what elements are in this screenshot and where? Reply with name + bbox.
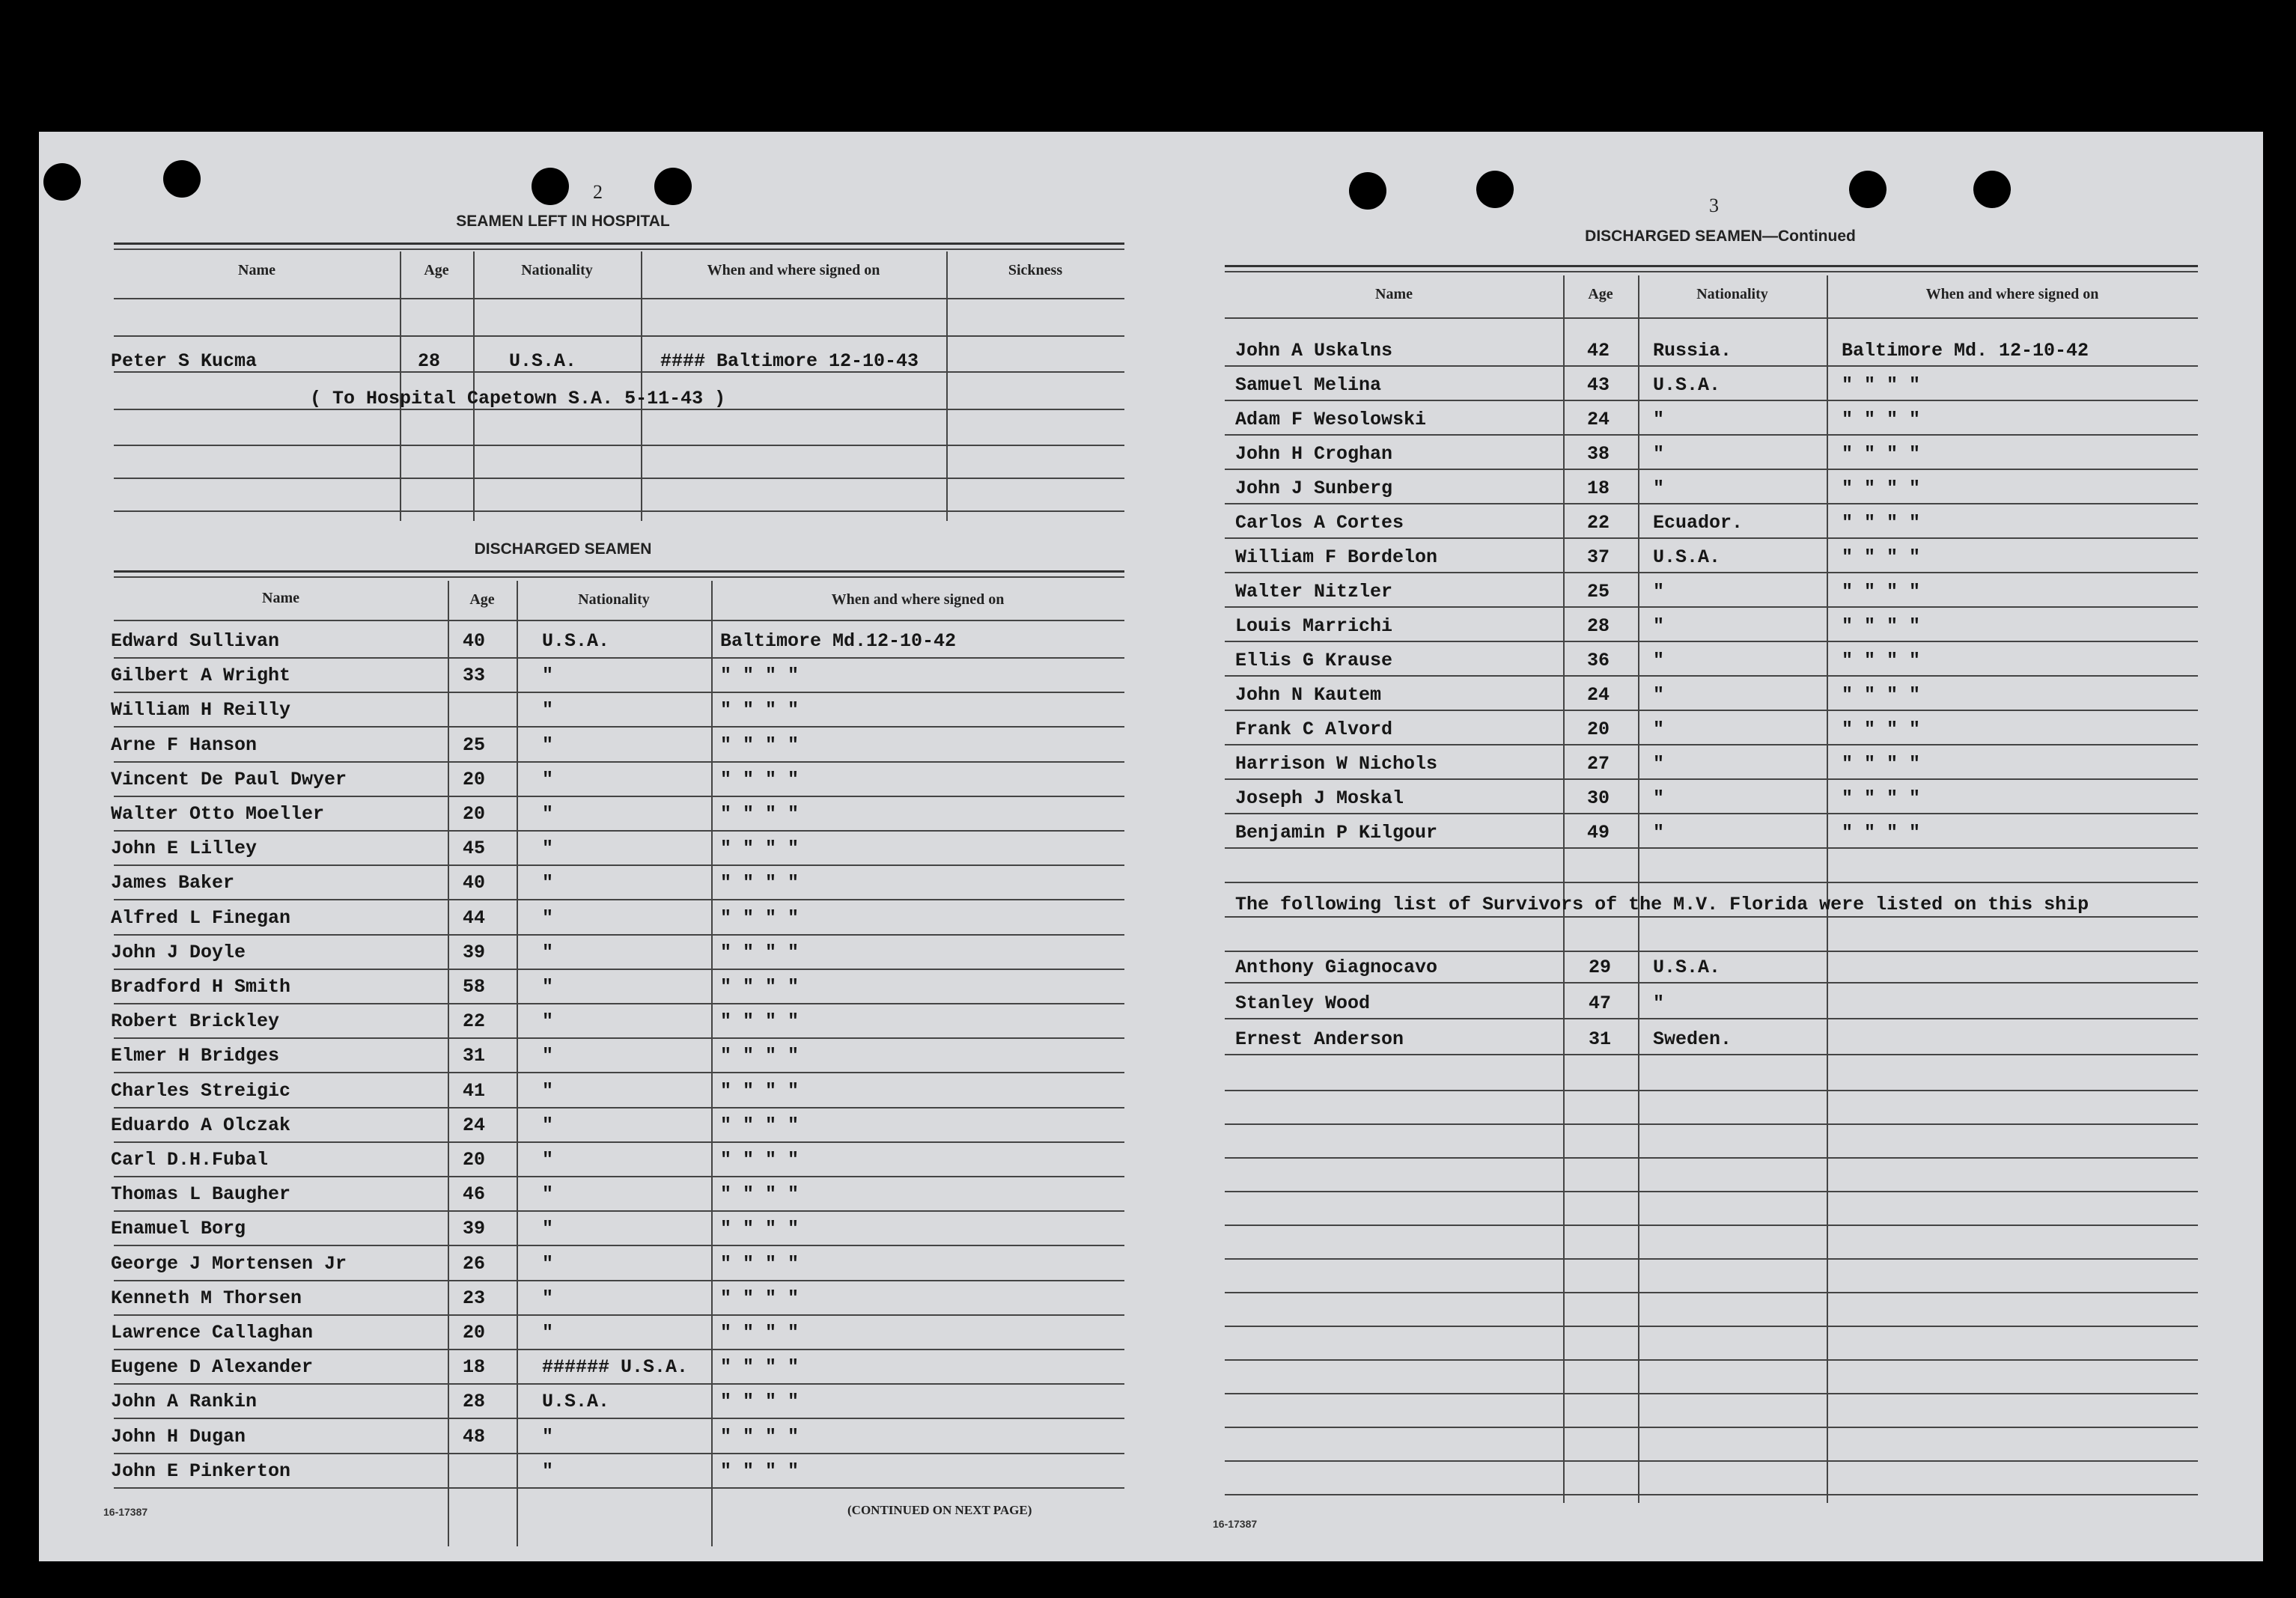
survivor-name: Anthony Giagnocavo (1235, 957, 1438, 978)
row-rule (114, 969, 1124, 970)
seaman-name: Walter Otto Moeller (111, 803, 325, 825)
survivor-nationality: " (1653, 992, 1665, 1014)
row-rule (1225, 1225, 2198, 1226)
row-rule (114, 761, 1124, 763)
row-rule (1225, 1359, 2198, 1361)
survivor-age: 47 (1589, 992, 1612, 1014)
row-rule (114, 726, 1124, 728)
seaman-name: Carlos A Cortes (1235, 512, 1404, 534)
hospital-row-signed-on: #### Baltimore 12-10-43 (660, 350, 919, 372)
seaman-nationality: " (542, 872, 554, 894)
seaman-name: James Baker (111, 872, 235, 894)
seaman-signed-on: " " " " (1842, 753, 1921, 775)
seaman-signed-on: " " " " (720, 1045, 800, 1067)
seaman-name: Walter Nitzler (1235, 581, 1393, 603)
seaman-nationality: " (1653, 753, 1665, 775)
punch-hole-icon (1973, 171, 2011, 208)
row-rule (114, 1176, 1124, 1177)
seaman-name: Carl D.H.Fubal (111, 1149, 269, 1171)
punch-hole-icon (1349, 172, 1386, 210)
seaman-nationality: " (542, 1079, 554, 1102)
row-rule (1225, 847, 2198, 849)
continued-note: (CONTINUED ON NEXT PAGE) (847, 1503, 1032, 1517)
row-rule (1225, 1191, 2198, 1192)
col-header-nationality: Nationality (578, 591, 650, 608)
survivor-nationality: Sweden. (1653, 1028, 1732, 1050)
seaman-age: 41 (463, 1079, 486, 1102)
page-number: 3 (1709, 195, 1719, 216)
row-rule (114, 1418, 1124, 1419)
seaman-signed-on: Baltimore Md.12-10-42 (720, 630, 957, 652)
seaman-signed-on: " " " " (1842, 409, 1921, 430)
hospital-row-name: Peter S Kucma (111, 350, 258, 372)
seaman-nationality: " (542, 699, 554, 722)
survivors-note: The following list of Survivors of the M.V. Florida were listed on this ship (1235, 894, 2089, 915)
seaman-age: 23 (463, 1287, 486, 1309)
col-header-age: Age (1588, 286, 1613, 302)
seaman-signed-on: " " " " (720, 1149, 800, 1171)
row-rule (114, 1314, 1124, 1316)
punch-hole-icon (532, 168, 569, 205)
seaman-signed-on: " " " " (720, 1356, 800, 1379)
seaman-nationality: " (542, 1425, 554, 1448)
seaman-age: 44 (463, 906, 486, 929)
row-rule (114, 692, 1124, 693)
seaman-signed-on: " " " " (720, 1010, 800, 1033)
seaman-name: William H Reilly (111, 699, 291, 722)
row-rule (1225, 1460, 2198, 1462)
seaman-nationality: " (542, 1322, 554, 1344)
survivor-nationality: U.S.A. (1653, 957, 1721, 978)
seaman-age: 33 (463, 665, 486, 687)
col-header-nationality: Nationality (521, 262, 593, 278)
seaman-nationality: " (542, 1045, 554, 1067)
seaman-name: Enamuel Borg (111, 1218, 246, 1240)
seaman-name: Eugene D Alexander (111, 1356, 314, 1379)
seaman-name: Charles Streigic (111, 1079, 291, 1102)
row-rule (1225, 951, 2198, 952)
row-rule (1225, 813, 2198, 814)
row-rule (114, 1003, 1124, 1004)
seaman-name: Benjamin P Kilgour (1235, 822, 1438, 844)
seaman-nationality: " (542, 906, 554, 929)
row-rule (1225, 1123, 2198, 1125)
left-page (39, 132, 1162, 1561)
row-rule (1225, 1292, 2198, 1293)
seaman-signed-on: " " " " (720, 1114, 800, 1136)
seaman-nationality: " (1653, 822, 1665, 844)
seaman-age: 25 (1587, 581, 1610, 603)
seaman-nationality: " (1653, 443, 1665, 465)
seaman-name: Joseph J Moskal (1235, 787, 1404, 809)
hospital-note: ( To Hospital Capetown S.A. 5-11-43 ) (310, 388, 726, 409)
row-rule (1225, 400, 2198, 401)
col-header-nationality: Nationality (1696, 286, 1768, 302)
seaman-age: 58 (463, 976, 486, 998)
seaman-name: John A Uskalns (1235, 340, 1393, 362)
seaman-age: 39 (463, 1218, 486, 1240)
seaman-signed-on: " " " " (1842, 615, 1921, 637)
seaman-signed-on: " " " " (720, 906, 800, 929)
seaman-nationality: " (1653, 615, 1665, 637)
seaman-nationality: " (1653, 684, 1665, 706)
seaman-age: 45 (463, 838, 486, 860)
row-rule (1225, 606, 2198, 608)
seaman-signed-on: " " " " (720, 1425, 800, 1448)
seaman-age: 24 (463, 1114, 486, 1136)
seaman-age: 22 (463, 1010, 486, 1033)
col-header-name: Name (1375, 286, 1413, 302)
row-rule (114, 899, 1124, 900)
seaman-signed-on: " " " " (1842, 787, 1921, 809)
seaman-age: 25 (463, 734, 486, 756)
punch-hole-icon (654, 168, 692, 205)
seaman-name: John J Sunberg (1235, 478, 1393, 499)
seaman-age: 22 (1587, 512, 1610, 534)
seaman-age: 49 (1587, 822, 1610, 844)
survivor-name: Stanley Wood (1235, 992, 1371, 1014)
seaman-nationality: " (542, 838, 554, 860)
seaman-signed-on: " " " " (720, 734, 800, 756)
row-rule (114, 1487, 1124, 1489)
seaman-nationality: " (542, 768, 554, 790)
seaman-nationality: " (542, 665, 554, 687)
seaman-signed-on: " " " " (720, 699, 800, 722)
row-rule (114, 1453, 1124, 1454)
seaman-nationality: " (542, 1252, 554, 1275)
row-rule (1225, 1090, 2198, 1091)
seaman-name: Kenneth M Thorsen (111, 1287, 302, 1309)
seaman-signed-on: " " " " (720, 941, 800, 963)
col-header-name: Name (238, 262, 275, 278)
seaman-nationality: " (542, 734, 554, 756)
seaman-signed-on: Baltimore Md. 12-10-42 (1842, 340, 2089, 362)
seaman-nationality: " (542, 976, 554, 998)
seaman-age: 48 (463, 1425, 486, 1448)
seaman-age: 27 (1587, 753, 1610, 775)
seaman-name: Elmer H Bridges (111, 1045, 280, 1067)
seaman-nationality: " (1653, 478, 1665, 499)
seaman-age: 36 (1587, 650, 1610, 671)
seaman-nationality: " (542, 803, 554, 825)
row-rule (114, 934, 1124, 936)
punch-hole-icon (43, 163, 81, 201)
row-rule (114, 1072, 1124, 1073)
seaman-name: Alfred L Finegan (111, 906, 291, 929)
seaman-name: Thomas L Baugher (111, 1183, 291, 1206)
seaman-nationality: " (542, 1010, 554, 1033)
seaman-nationality: " (1653, 581, 1665, 603)
row-rule (1225, 469, 2198, 470)
seaman-name: Eduardo A Olczak (111, 1114, 291, 1136)
seaman-nationality: " (542, 1149, 554, 1171)
form-number: 16-17387 (103, 1506, 148, 1518)
seaman-signed-on: " " " " (1842, 822, 1921, 844)
row-rule (1225, 744, 2198, 745)
survivor-age: 31 (1589, 1028, 1612, 1050)
right-page (1159, 132, 2263, 1561)
seaman-signed-on: " " " " (1842, 374, 1921, 396)
seaman-age: 24 (1587, 409, 1610, 430)
seaman-signed-on: " " " " (1842, 512, 1921, 534)
form-number: 16-17387 (1213, 1518, 1258, 1530)
seaman-nationality: " (542, 941, 554, 963)
row-rule (114, 1383, 1124, 1385)
page-number: 2 (593, 181, 603, 203)
seaman-name: Robert Brickley (111, 1010, 280, 1033)
seaman-age: 18 (463, 1356, 486, 1379)
seaman-signed-on: " " " " (720, 1252, 800, 1275)
seaman-nationality: " (1653, 650, 1665, 671)
row-rule (1225, 710, 2198, 711)
row-rule (1225, 1393, 2198, 1394)
row-rule (114, 1210, 1124, 1212)
seaman-signed-on: " " " " (720, 1183, 800, 1206)
seaman-signed-on: " " " " (1842, 684, 1921, 706)
seaman-name: Edward Sullivan (111, 630, 280, 652)
seaman-nationality: " (1653, 409, 1665, 430)
discharged-continued-title: DISCHARGED SEAMEN—Continued (1585, 228, 1856, 245)
seaman-nationality: Russia. (1653, 340, 1732, 362)
row-rule (1225, 982, 2198, 983)
col-header-age: Age (424, 262, 449, 278)
row-rule (1225, 1258, 2198, 1260)
row-rule (1225, 1427, 2198, 1428)
seaman-age: 28 (463, 1391, 486, 1413)
row-rule (1225, 641, 2198, 642)
seaman-nationality: " (542, 1114, 554, 1136)
seaman-nationality: " (1653, 719, 1665, 740)
seaman-age: 43 (1587, 374, 1610, 396)
seaman-signed-on: " " " " (1842, 443, 1921, 465)
seaman-age: 40 (463, 630, 486, 652)
seaman-signed-on: " " " " (1842, 546, 1921, 568)
seaman-age: 20 (463, 1322, 486, 1344)
row-rule (114, 830, 1124, 832)
seaman-signed-on: " " " " (720, 976, 800, 998)
seaman-nationality: " (1653, 787, 1665, 809)
seaman-name: Lawrence Callaghan (111, 1322, 314, 1344)
row-rule (1225, 1157, 2198, 1159)
seaman-name: John A Rankin (111, 1391, 258, 1413)
row-rule (1225, 675, 2198, 677)
seaman-name: Arne F Hanson (111, 734, 258, 756)
seaman-age: 31 (463, 1045, 486, 1067)
seaman-name: William F Bordelon (1235, 546, 1438, 568)
seaman-age: 26 (463, 1252, 486, 1275)
seaman-signed-on: " " " " (720, 872, 800, 894)
seaman-name: Frank C Alvord (1235, 719, 1393, 740)
seaman-name: Harrison W Nichols (1235, 753, 1438, 775)
survivor-age: 29 (1589, 957, 1612, 978)
row-rule (1225, 537, 2198, 539)
col-header-signed-on: When and where signed on (1925, 286, 2099, 302)
seaman-nationality: " (542, 1460, 554, 1482)
row-rule (114, 1107, 1124, 1108)
seaman-age: 30 (1587, 787, 1610, 809)
row-rule (1225, 1494, 2198, 1495)
row-rule (1225, 1326, 2198, 1327)
seaman-name: John N Kautem (1235, 684, 1382, 706)
seaman-nationality: ###### U.S.A. (542, 1356, 689, 1379)
punch-hole-icon (163, 160, 201, 198)
seaman-name: Adam F Wesolowski (1235, 409, 1427, 430)
seaman-nationality: " (542, 1287, 554, 1309)
row-rule (1225, 434, 2198, 436)
seaman-age: 20 (1587, 719, 1610, 740)
seaman-name: Louis Marrichi (1235, 615, 1393, 637)
seaman-signed-on: " " " " (720, 1391, 800, 1413)
row-rule (1225, 778, 2198, 780)
row-rule (114, 1037, 1124, 1039)
seaman-signed-on: " " " " (1842, 650, 1921, 671)
survivor-name: Ernest Anderson (1235, 1028, 1404, 1050)
hospital-row-age: 28 (418, 350, 441, 372)
seaman-name: Bradford H Smith (111, 976, 291, 998)
seaman-name: Gilbert A Wright (111, 665, 291, 687)
discharged-section-title: DISCHARGED SEAMEN (474, 540, 652, 558)
seaman-name: John E Pinkerton (111, 1460, 291, 1482)
seaman-age: 39 (463, 941, 486, 963)
seaman-age: 24 (1587, 684, 1610, 706)
hospital-row-nationality: U.S.A. (509, 350, 577, 372)
seaman-name: John H Dugan (111, 1425, 246, 1448)
seaman-nationality: " (542, 1183, 554, 1206)
seaman-age: 40 (463, 872, 486, 894)
row-rule (1225, 916, 2198, 918)
seaman-age: 38 (1587, 443, 1610, 465)
seaman-nationality: Ecuador. (1653, 512, 1744, 534)
seaman-signed-on: " " " " (1842, 719, 1921, 740)
seaman-signed-on: " " " " (1842, 581, 1921, 603)
seaman-name: Vincent De Paul Dwyer (111, 768, 347, 790)
seaman-nationality: U.S.A. (1653, 374, 1721, 396)
col-header-age: Age (469, 591, 495, 608)
seaman-name: John E Lilley (111, 838, 258, 860)
row-rule (114, 1245, 1124, 1246)
seaman-age: 37 (1587, 546, 1610, 568)
row-rule (1225, 572, 2198, 573)
seaman-signed-on: " " " " (720, 1322, 800, 1344)
seaman-name: Samuel Melina (1235, 374, 1382, 396)
seaman-age: 46 (463, 1183, 486, 1206)
seaman-age: 18 (1587, 478, 1610, 499)
row-rule (1225, 365, 2198, 367)
seaman-signed-on: " " " " (720, 1218, 800, 1240)
punch-hole-icon (1476, 171, 1514, 208)
seaman-name: John H Croghan (1235, 443, 1393, 465)
row-rule (1225, 1054, 2198, 1055)
seaman-name: George J Mortensen Jr (111, 1252, 347, 1275)
seaman-signed-on: " " " " (720, 1079, 800, 1102)
row-rule (114, 1280, 1124, 1281)
row-rule (114, 796, 1124, 797)
seaman-age: 42 (1587, 340, 1610, 362)
seaman-name: John J Doyle (111, 941, 246, 963)
seaman-name: Ellis G Krause (1235, 650, 1393, 671)
seaman-signed-on: " " " " (720, 1460, 800, 1482)
seaman-age: 20 (463, 803, 486, 825)
row-rule (114, 1349, 1124, 1350)
seaman-nationality: U.S.A. (542, 630, 610, 652)
seaman-age: 20 (463, 768, 486, 790)
seaman-age: 28 (1587, 615, 1610, 637)
seaman-signed-on: " " " " (720, 803, 800, 825)
row-rule (1225, 1018, 2198, 1019)
seaman-signed-on: " " " " (720, 768, 800, 790)
row-rule (114, 864, 1124, 866)
punch-hole-icon (1849, 171, 1887, 208)
seaman-nationality: U.S.A. (1653, 546, 1721, 568)
row-rule (114, 1141, 1124, 1143)
seaman-signed-on: " " " " (720, 665, 800, 687)
row-rule (1225, 503, 2198, 504)
col-header-name: Name (262, 590, 299, 606)
col-header-signed-on: When and where signed on (707, 262, 880, 278)
seaman-nationality: " (542, 1218, 554, 1240)
hospital-section-title: SEAMEN LEFT IN HOSPITAL (456, 213, 670, 230)
seaman-signed-on: " " " " (720, 838, 800, 860)
seaman-age: 20 (463, 1149, 486, 1171)
seaman-nationality: U.S.A. (542, 1391, 610, 1413)
seaman-signed-on: " " " " (1842, 478, 1921, 499)
col-header-sickness: Sickness (1008, 262, 1063, 278)
row-rule (114, 657, 1124, 659)
col-header-signed-on: When and where signed on (831, 591, 1005, 608)
seaman-signed-on: " " " " (720, 1287, 800, 1309)
row-rule (1225, 882, 2198, 883)
